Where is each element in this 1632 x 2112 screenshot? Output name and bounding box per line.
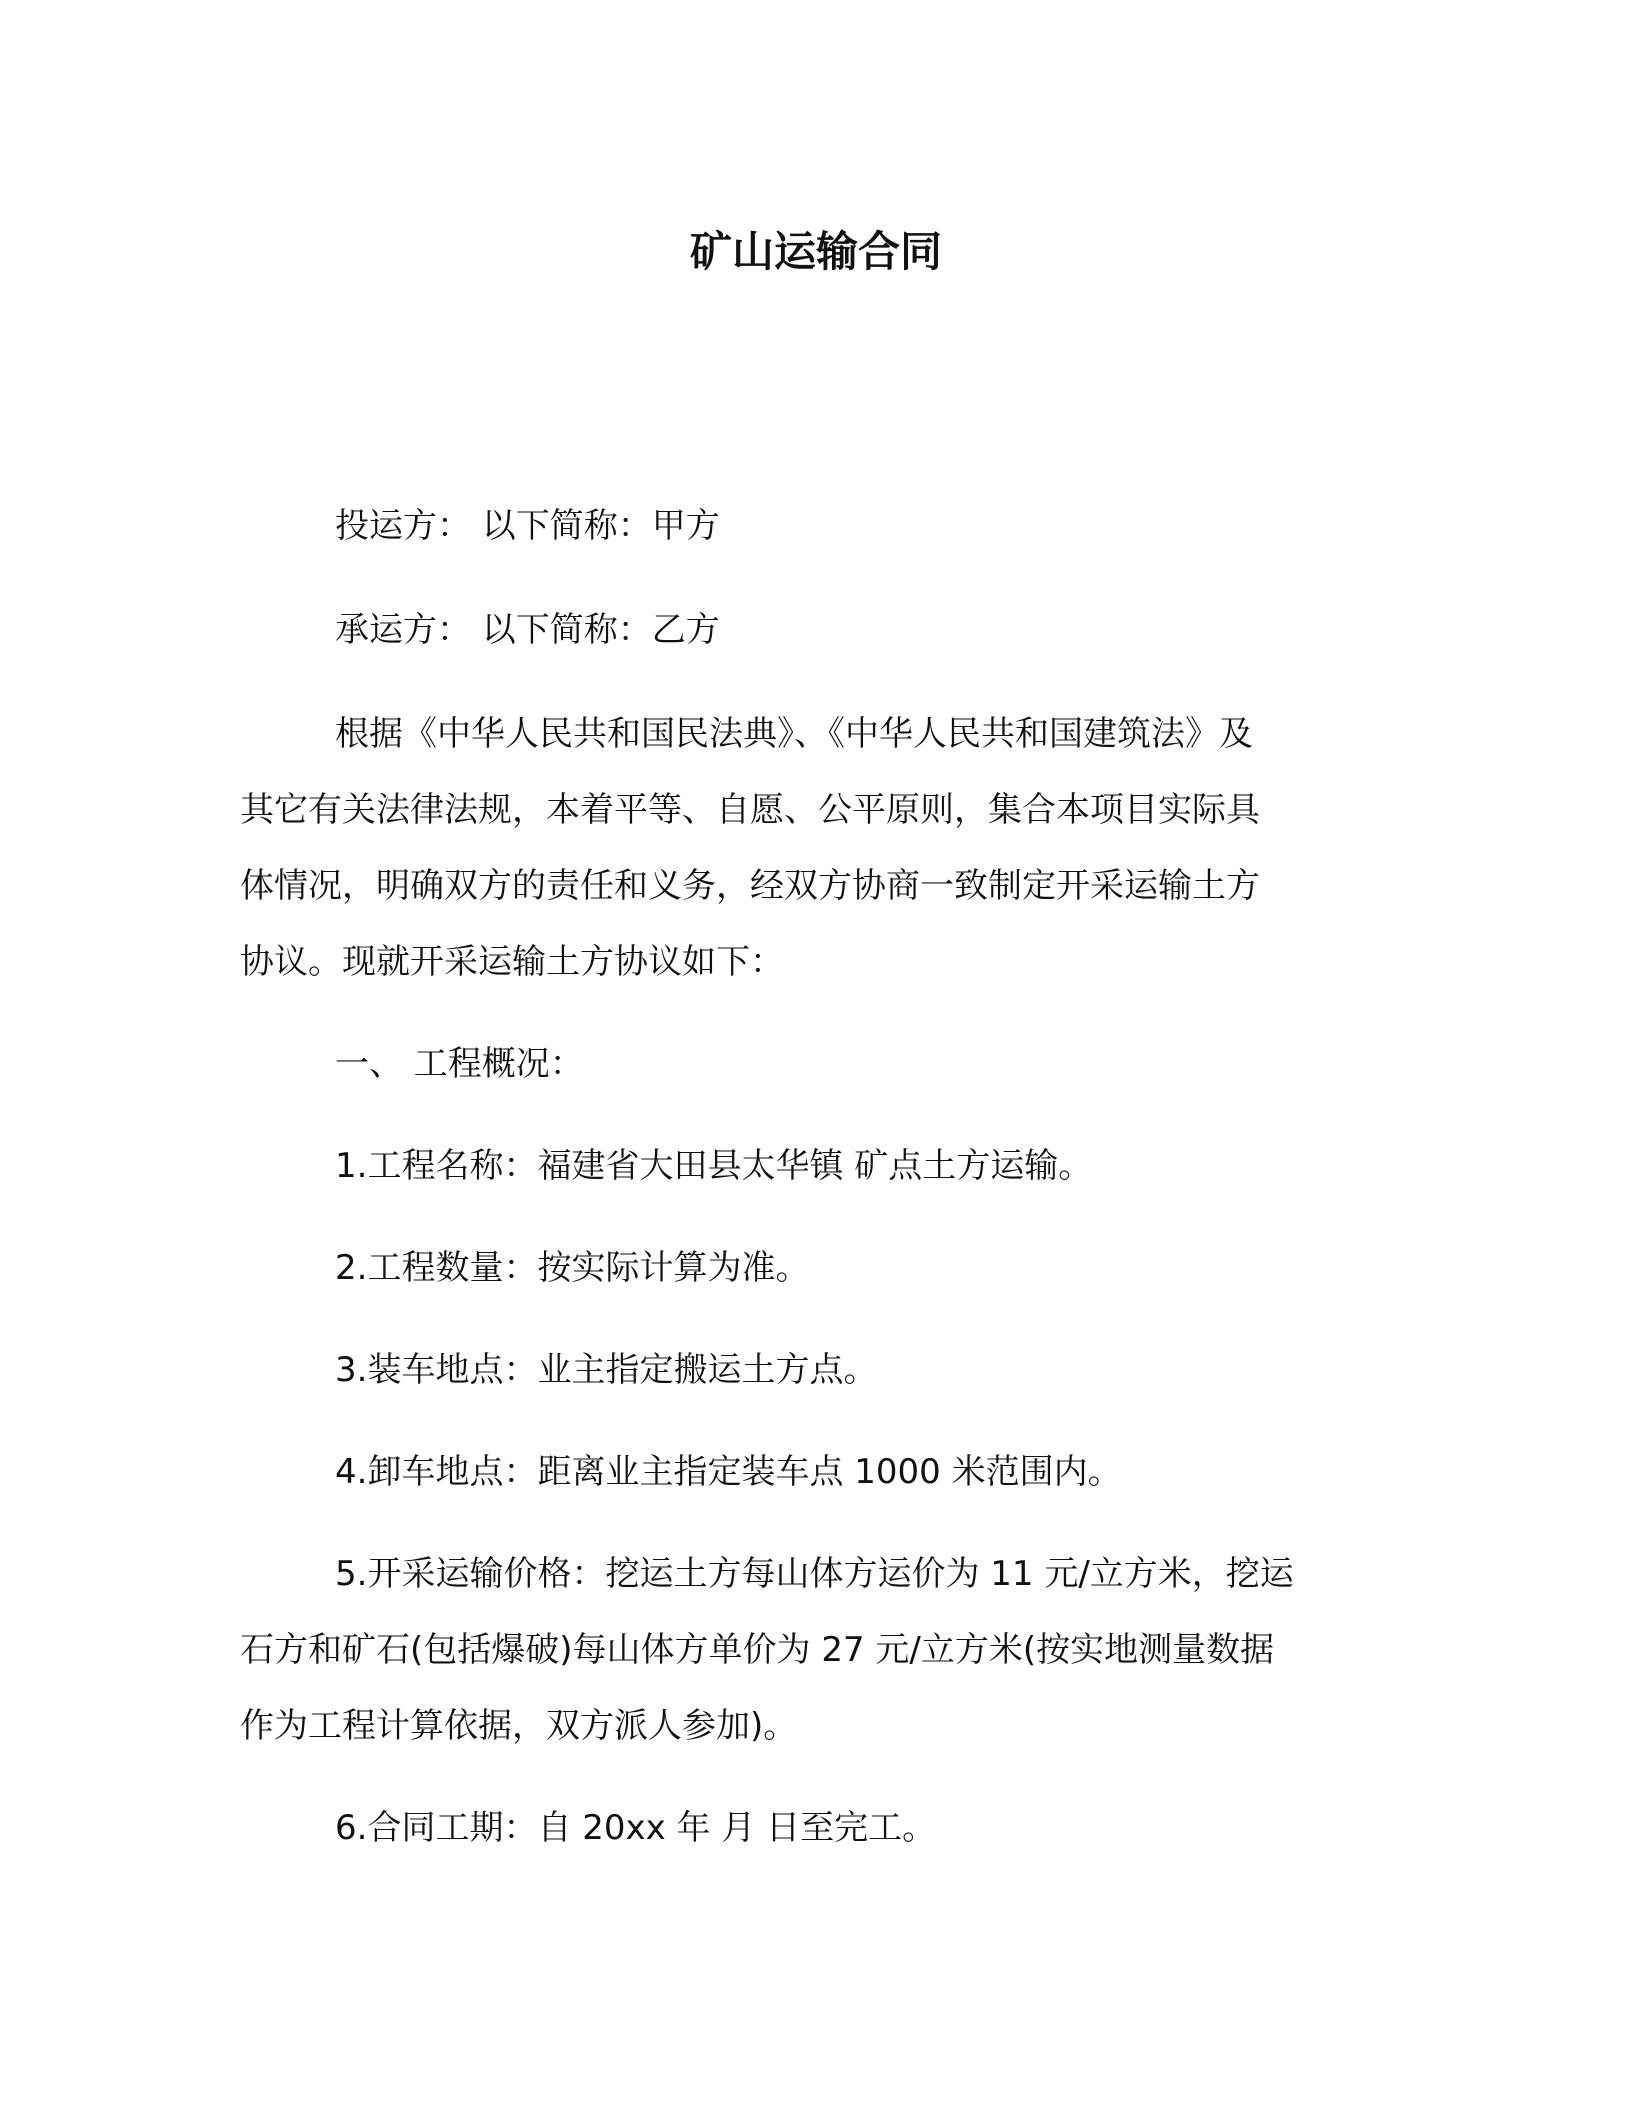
document-body — [240, 488, 1390, 1866]
intro-line: 协议。现就开采运输土方协议如下： — [240, 942, 784, 982]
intro-line: 体情况，明确双方的责任和义务，经双方协商一致制定开采运输土方 — [240, 866, 1260, 906]
item-price-line: 5.开采运输价格：挖运土方每山体方运价为 11 元/立方米，挖运 — [335, 1554, 1294, 1594]
intro-line: 其它有关法律法规，本着平等、自愿、公平原则，集合本项目实际具 — [240, 790, 1260, 830]
item-loading-location: 3.装车地点：业主指定搬运土方点。 — [335, 1350, 878, 1390]
intro-line: 根据《中华人民共和国民法典》、《中华人民共和国建筑法》及 — [335, 714, 1253, 754]
item-unloading-location: 4.卸车地点：距离业主指定装车点 1000 米范围内。 — [335, 1452, 1122, 1492]
item-project-name: 1.工程名称：福建省大田县太华镇 矿点土方运输。 — [335, 1146, 1093, 1186]
item-price-line: 作为工程计算依据，双方派人参加)。 — [240, 1706, 798, 1746]
carrier-line: 承运方： 以下简称：乙方 — [335, 610, 720, 650]
item-contract-period: 6.合同工期：自 20xx 年 月 日至完工。 — [335, 1808, 937, 1848]
document-title: 矿山运输合同 — [689, 227, 942, 276]
item-price-line: 石方和矿石(包括爆破)每山体方单价为 27 元/立方米(按实地测量数据 — [240, 1630, 1275, 1670]
section-heading-overview: 一、 工程概况： — [335, 1044, 584, 1084]
intro-paragraph — [240, 696, 1390, 1000]
item-project-quantity: 2.工程数量：按实际计算为准。 — [335, 1248, 810, 1288]
item-price — [240, 1536, 1390, 1764]
shipper-line: 投运方： 以下简称：甲方 — [335, 506, 720, 546]
